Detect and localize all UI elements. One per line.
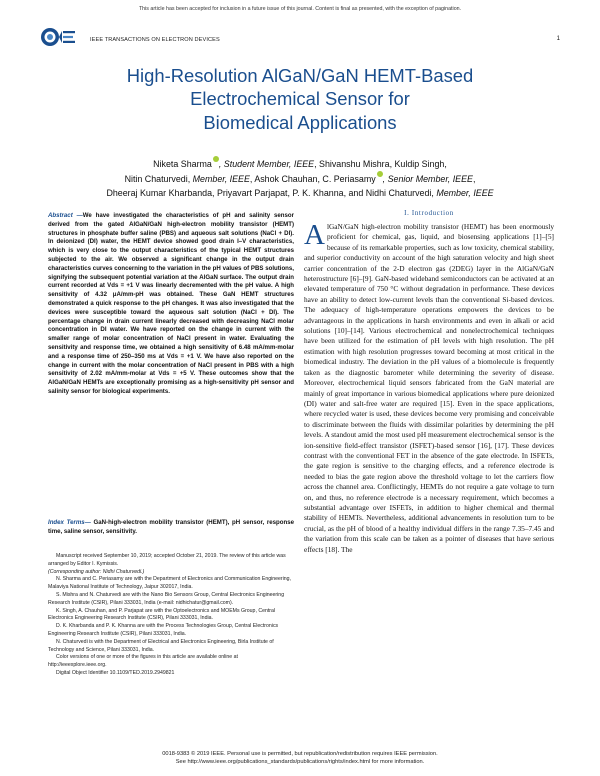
ieee-eds-logo-icon xyxy=(40,26,84,48)
author-names: , Shivanshu Mishra, Kuldip Singh, xyxy=(314,159,447,169)
paper-title xyxy=(50,64,550,134)
abstract-text: We have investigated the characteristics of pH and salinity sensor derived from the gated AlGaN/GaN high-electron mobility transistor (HEMT) structures in phosphate buffer saline (PBS) and aqueous salt solutions (NaCl + DI). In deionized (DI) water, the HEMT device showed good drain I–V characteristics, which is very close to the output characteristics of the typical HEMT structures subjected to the air. We observed a significant change in the output drain characteristics curves concerning to the variation in the pH values of PBS solutions, signifying the subsequent potential variation at the AlGaN surface. The output drain current recorded at Vds = +1 V was linearly decremented with the pH value. A high sensitivity of 4.32 μA/mm-pH was obtained. These GaN HEMT structures demonstrated a quick response to the pH changes. It was also investigated that the devices were susceptible toward the aqueous salt solution (NaCl + DI). The percentage change in drain current linearly decreased with decreasing NaCl molar concentration in DI water. We have reported on the change in current with the smaller range of molar concentration of NaCl present in water. Evaluating the sensitivity and response time, we obtained a high sensitivity of 6.48 mA/mm-molar and a response time of 250–350 ms at Vds = +1 V. We have also reported on the change in current with the molar concentration of NaCl present in PBS with a high sensitivity of 2.02 mA/mm-molar at Vds = +5 V. These outcomes show that the AlGaN/GaN HEMTs are exceptionally promising as a high-sensitivity pH sensor and salinity sensor for biological experiments. xyxy=(48,212,294,395)
copyright-line: 0018-9383 © 2019 IEEE. Personal use is permitted, but republication/redistribution requires IEEE permission. xyxy=(162,751,438,757)
abstract: Abstract —We have investigated the characteristics of pH and salinity sensor derived from the gated AlGaN/GaN high-electron mobility transistor (HEMT) structures in phosphate buffer saline (PBS) and aqueous salt solutions (NaCl + DI). In deionized (DI) water, the HEMT device showed good drain I–V characteristics, which is very close to the output characteristics of the typical HEMT structures subjected to the air. We observed a significant change in the output drain characteristics curves concerning to the variation in the pH values of PBS solutions, signifying the subsequent potential variation at the AlGaN surface. The output drain current recorded at Vds = +1 V was linearly decremented with the pH value. A high sensitivity of 4.32 μA/mm-pH was obtained. These GaN HEMT structures demonstrated a quick response to the pH changes. It was also investigated that the devices were susceptible toward the aqueous salt solution (NaCl + DI). The percentage change in drain current linearly decreased with decreasing NaCl molar concentration in DI water. We have reported on the change in current with the smaller range of molar concentration of NaCl present in water. Evaluating the sensitivity and response time, we obtained a high sensitivity of 6.48 mA/mm-molar and a response time of 250–350 ms at Vds = +1 V. We have also reported on the change in current with the molar concentration of NaCl present in PBS with a high sensitivity of 2.02 mA/mm-molar at Vds = +5 V. These outcomes show that the AlGaN/GaN HEMTs are exceptionally promising as a high-sensitivity pH sensor and salinity sensor for biological experiments. xyxy=(48,212,294,395)
author-role: Member, IEEE xyxy=(192,174,250,185)
drop-cap: A xyxy=(304,219,325,251)
index-terms-label: Index Terms xyxy=(48,519,85,526)
author-role: Member, IEEE xyxy=(436,187,494,198)
introduction-text: lGaN/GaN high-electron mobility transistor (HEMT) has been enormously proficient for chemical, gas, liquid, and biosensing applications [1]–[5] because of its remarkable properties, such as low toxicity, chemical stability, and superior conductivity on account of the high saturation velocity and high sheet carrier concentration of the 2-D electron gas (2DEG) layer in the AlGaN/GaN heterostructure [6]–[9]. GaN-based wideband semiconductors can be activated at an elevated temperature of 750 °C without degradation in performance. These devices have an ability to detect low-current levels than the conventional Si-based devices. The adequacy of high-temperature operations empowers the devices to be advantageous in the applications in harsh environments and even in alkali or acid solutions [10]–[14]. Various electrochemical and nonelectrochemical techniques have been utilized for the estimation of pH levels with high resolution. The pH estimation with high resolution progresses toward becoming at most critical in the biomedical industry. The deviation in the pH values of a biomolecule is frequently taken as the diagnostic barometer while determining the severity of disease. Moreover, electrochemical liquid sensors fabricated from the GaN material are mainly of great importance in various biomedical applications where pure deionized (DI) water and salt-free water are required [15]. Even in the space applications, where recycled water is used, these devices become very promising and conceivable to discriminate between the fluids with dissimilar polarities by determining the pH levels. A standout amid the most used pH measurement electrochemical sensor is the ion-sensitive field-effect transistor (ISFET)-based sensor [16], [17]. These devices contrast with the conventional FET in the absence of the gate electrode. In ISFETs, the gate region is sensitive to the charging effects, and a reference electrode is needed to bias the gate region above the threshold voltage to let the carriers flow across the channel area. Conflictingly, HEMTs do not require a gate voltage to turn on, and thus, no reference electrode is a necessary requirement, which becomes a substantial advantage over ISFETs, in addition to higher chemical and thermal stability of HEMTs. Nevertheless, additional advancements in resolution turn to be crucial, as the pH of blood of a healthy individual differs in the range 7.35–7.45 and the variation from this scale can be taken as a pointer of diseases that have serious effects [18]. The xyxy=(304,222,554,554)
footnote-affiliation: N. Sharma and C. Periasamy are with the Department of Electronics and Communication Engineering, Malaviya National Institute of Technology, Jaipur 302017, India. xyxy=(48,576,291,591)
title-line: Electrochemical Sensor for xyxy=(190,88,410,110)
footnote-affiliation: D. K. Kharbanda and P. K. Khanna are with the Process Technologies Group, Central Electronics Engineering Research Institute (CSIR), Pilani 333031, India. xyxy=(48,623,279,637)
footnote-affiliation: K. Singh, A. Chauhan, and P. Parjapat are with the Optoelectronics and MOEMs Group, Central Electronics Engineering Research Institute (CSIR), Pilani 333031, India. xyxy=(48,607,276,622)
author-list xyxy=(30,156,570,200)
footnote-affiliation: S. Mishra and N. Chaturvedi are with the Nano Bio Sensors Group, Central Electronics Engineering Research Institute (CSIR), Pilani 333031, India (e-mail: nidhichatur@gmail.com). xyxy=(48,591,285,606)
copyright-notice xyxy=(0,750,600,766)
footnote-received: Manuscript received September 10, 2019; accepted October 21, 2019. The review of this article was arranged by Editor I. Kymissis. xyxy=(48,553,286,567)
author-name: Niketa Sharma xyxy=(153,159,212,169)
footnotes xyxy=(48,553,294,678)
author-names: Nitin Chaturvedi, xyxy=(124,174,193,185)
author-separator: , xyxy=(472,174,476,185)
author-role: , Student Member, IEEE xyxy=(218,159,315,169)
author-names: , Ashok Chauhan, C. Periasamy xyxy=(249,174,376,185)
footnote-corresponding: (Corresponding author: Nidhi Chaturvedi.) xyxy=(48,568,145,575)
journal-header xyxy=(40,26,560,50)
journal-name: IEEE TRANSACTIONS ON ELECTRON DEVICES xyxy=(90,37,220,43)
acceptance-note: This article has been accepted for inclusion in a future issue of this journal. Content is final as presented, with the exception of pagination. xyxy=(138,6,462,12)
index-terms-text: GaN-high-electron mobility transistor (HEMT), pH sensor, response time, saline sensor, sensitivity. xyxy=(48,519,294,535)
introduction-section xyxy=(304,210,554,555)
footnote-affiliation: N. Chaturvedi is with the Department of Electrical and Electronics Engineering, Birla Institute of Technology and Science, Pilani 333031, India. xyxy=(48,638,274,653)
rights-line: See http://www.ieee.org/publications_standards/publications/rights/index.html for more information. xyxy=(175,759,425,766)
title-line: High-Resolution AlGaN/GaN HEMT-Based xyxy=(126,65,474,86)
title-line: Biomedical Applications xyxy=(203,111,397,133)
author-role: , Senior Member, IEEE xyxy=(382,174,473,185)
footnote-doi: Digital Object Identifier 10.1109/TED.2019.2949821 xyxy=(56,669,175,676)
index-terms: Index Terms— GaN-high-electron mobility transistor (HEMT), pH sensor, response time, saline sensor, sensitivity. xyxy=(48,519,294,535)
section-heading: I. Introduction xyxy=(404,210,454,217)
page-number: 1 xyxy=(556,36,560,42)
introduction-body xyxy=(304,219,554,555)
footnote-color: Color versions of one or more of the figures in this article are available online at http://ieeexplore.ieee.org. xyxy=(48,654,238,669)
abstract-label: Abstract xyxy=(48,212,73,219)
author-names: Dheeraj Kumar Kharbanda, Priyavart Parjapat, P. K. Khanna, and Nidhi Chaturvedi, xyxy=(106,187,437,198)
